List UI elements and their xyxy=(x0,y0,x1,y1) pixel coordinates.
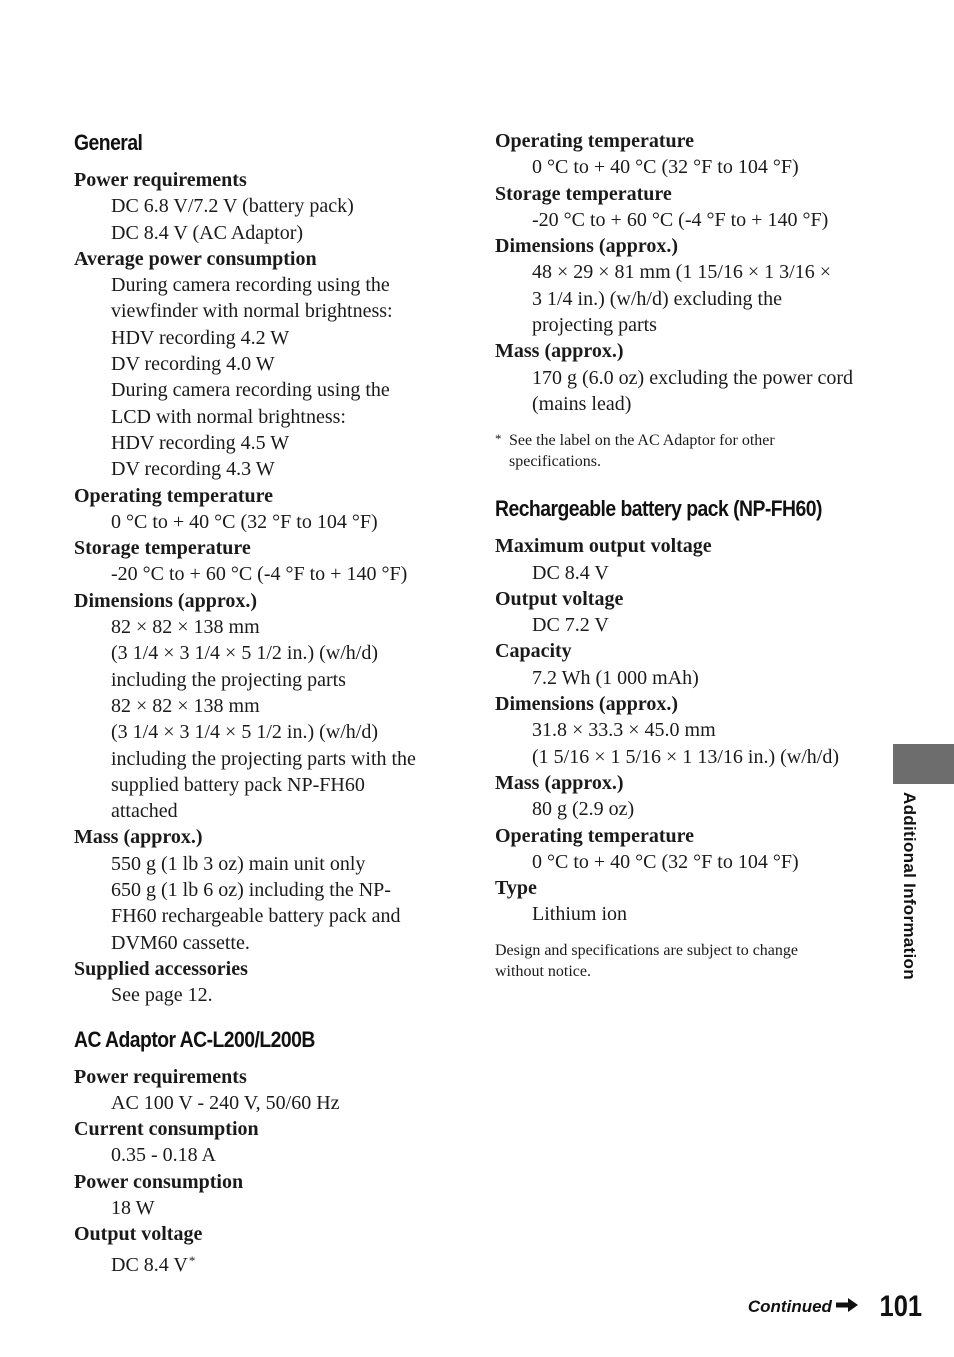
spec-value-text: DC 8.4 V (AC Adaptor) xyxy=(111,221,304,244)
spec-label: Output voltage xyxy=(74,1223,203,1246)
spec-value-text: supplied battery pack NP-FH60 xyxy=(111,773,365,796)
spec-value xyxy=(74,325,454,351)
spec-value xyxy=(74,430,454,456)
spec-value xyxy=(495,365,875,391)
spec-value-text: 0 °C to + 40 °C (32 °F to 104 °F) xyxy=(532,156,799,179)
spec-value-text: 170 g (6.0 oz) excluding the power cord xyxy=(532,366,854,389)
spec-value-text: 18 W xyxy=(111,1196,155,1219)
spec-value xyxy=(495,560,875,586)
spec-value xyxy=(74,746,454,772)
spec-value xyxy=(495,259,875,285)
spec-entry xyxy=(74,1064,454,1117)
spec-value xyxy=(495,849,875,875)
spec-entry xyxy=(74,1116,454,1169)
spec-entry xyxy=(495,770,875,823)
spec-label: Operating temperature xyxy=(74,484,274,507)
spec-value xyxy=(495,744,875,770)
spec-value xyxy=(495,391,875,417)
spec-value-text: 80 g (2.9 oz) xyxy=(532,798,635,821)
spec-value-text: 7.2 Wh (1 000 mAh) xyxy=(532,666,699,689)
spec-label: Power requirements xyxy=(74,1065,247,1088)
spec-value xyxy=(74,193,454,219)
spec-value xyxy=(74,351,454,377)
section-heading: General xyxy=(74,130,143,155)
spec-value xyxy=(74,561,454,587)
spec-value xyxy=(74,851,454,877)
spec-label: Power consumption xyxy=(74,1170,244,1193)
spec-value-text: LCD with normal brightness: xyxy=(111,405,346,428)
spec-value xyxy=(74,772,454,798)
spec-label: Average power consumption xyxy=(74,247,317,270)
spec-value-text: 31.8 × 33.3 × 45.0 mm xyxy=(532,719,716,742)
spec-label: Current consumption xyxy=(74,1118,259,1141)
spec-value-text: (3 1/4 × 3 1/4 × 5 1/2 in.) (w/h/d) xyxy=(111,721,378,744)
spec-value-text: 0.35 - 0.18 A xyxy=(111,1144,216,1167)
spec-value-text: 82 × 82 × 138 mm xyxy=(111,616,260,639)
spec-entry xyxy=(495,338,875,417)
spec-value xyxy=(74,509,454,535)
page-number: 101 xyxy=(879,1290,922,1323)
spec-value-text: including the projecting parts xyxy=(111,668,346,691)
spec-entry xyxy=(495,823,875,876)
spec-label: Mass (approx.) xyxy=(74,826,203,849)
spec-value-text: 650 g (1 lb 6 oz) including the NP- xyxy=(111,879,391,902)
spec-label: Output voltage xyxy=(495,587,624,610)
spec-label: Dimensions (approx.) xyxy=(495,693,678,716)
spec-value-text: DV recording 4.3 W xyxy=(111,458,275,481)
spec-value xyxy=(74,982,454,1008)
notice-line: Design and specifications are subject to change xyxy=(495,941,798,959)
spec-value xyxy=(74,456,454,482)
spec-value-text: HDV recording 4.5 W xyxy=(111,431,290,454)
spec-label: Power requirements xyxy=(74,169,247,191)
spec-value-text: 0 °C to + 40 °C (32 °F to 104 °F) xyxy=(111,510,378,533)
footnote-line: specifications. xyxy=(509,453,601,471)
spec-entry xyxy=(495,586,875,639)
spec-value-text: (1 5/16 × 1 5/16 × 1 13/16 in.) (w/h/d) xyxy=(532,745,839,768)
spec-entry xyxy=(74,956,454,1009)
continued-label: Continued xyxy=(747,1297,832,1316)
right-arrow-icon xyxy=(836,1298,858,1317)
spec-value-text: (3 1/4 × 3 1/4 × 5 1/2 in.) (w/h/d) xyxy=(111,642,378,665)
spec-entry xyxy=(495,691,875,770)
spec-value-text: including the projecting parts with the xyxy=(111,747,416,770)
spec-value xyxy=(495,154,875,180)
spec-label: Dimensions (approx.) xyxy=(74,589,257,612)
footnote-line: See the label on the AC Adaptor for other xyxy=(509,432,775,450)
spec-value-text: DC 7.2 V xyxy=(532,614,609,637)
spec-value xyxy=(74,377,454,403)
spec-value xyxy=(74,877,454,903)
spec-entry xyxy=(74,167,454,246)
spec-value xyxy=(495,286,875,312)
spec-value-text: 82 × 82 × 138 mm xyxy=(111,694,260,717)
spec-value xyxy=(74,1090,454,1116)
spec-value xyxy=(495,796,875,822)
spec-value-text: HDV recording 4.2 W xyxy=(111,326,290,349)
spec-entry xyxy=(74,535,454,588)
spec-value xyxy=(495,717,875,743)
section-heading: AC Adaptor AC-L200/L200B xyxy=(74,1026,315,1052)
notice-line: without notice. xyxy=(495,962,591,980)
spec-value xyxy=(495,612,875,638)
spec-value-text: DC 6.8 V/7.2 V (battery pack) xyxy=(111,195,354,218)
side-tab xyxy=(893,744,954,784)
spec-value-text: -20 °C to + 60 °C (-4 °F to + 140 °F) xyxy=(532,208,829,231)
spec-value-text: DC 8.4 V xyxy=(532,561,609,584)
page-footer xyxy=(748,1290,922,1324)
spec-section xyxy=(74,1025,454,1278)
footnote-mark: * xyxy=(495,431,502,447)
spec-value-text: DC 8.4 V xyxy=(111,1253,188,1276)
spec-label: Operating temperature xyxy=(495,130,695,152)
spec-value-text: Lithium ion xyxy=(532,903,627,926)
spec-value-text: (mains lead) xyxy=(532,392,632,415)
spec-value xyxy=(74,1142,454,1168)
spec-value xyxy=(74,220,454,246)
spec-label: Supplied accessories xyxy=(74,957,248,980)
battery-section xyxy=(495,494,875,927)
spec-value xyxy=(74,667,454,693)
spec-entry xyxy=(495,181,875,234)
spec-value xyxy=(74,693,454,719)
spec-value-text: viewfinder with normal brightness: xyxy=(111,300,393,323)
spec-value xyxy=(74,640,454,666)
spec-value-text: 3 1/4 in.) (w/h/d) excluding the xyxy=(532,287,782,310)
spec-value-text: During camera recording using the xyxy=(111,379,390,402)
right-column xyxy=(495,128,875,982)
spec-label: Capacity xyxy=(495,640,572,663)
spec-entry xyxy=(74,588,454,825)
spec-value xyxy=(495,665,875,691)
spec-section xyxy=(74,128,454,1009)
spec-entry xyxy=(495,638,875,691)
spec-value-text: 0 °C to + 40 °C (32 °F to 104 °F) xyxy=(532,850,799,873)
spec-value-text: FH60 rechargeable battery pack and xyxy=(111,905,401,928)
spec-entry xyxy=(74,1221,454,1278)
left-column xyxy=(74,128,454,1278)
spec-entry xyxy=(74,1169,454,1222)
spec-entry xyxy=(495,128,875,181)
spec-label: Maximum output voltage xyxy=(495,535,712,558)
spec-value xyxy=(74,930,454,956)
spec-value-text: -20 °C to + 60 °C (-4 °F to + 140 °F) xyxy=(111,563,408,586)
spec-value xyxy=(495,901,875,927)
spec-value xyxy=(74,719,454,745)
spec-label: Storage temperature xyxy=(74,537,251,560)
spec-label: Type xyxy=(495,877,537,900)
spec-value xyxy=(74,404,454,430)
spec-entry xyxy=(495,533,875,586)
spec-entry xyxy=(74,246,454,483)
spec-value xyxy=(495,312,875,338)
spec-value xyxy=(74,1195,454,1221)
spec-value xyxy=(74,903,454,929)
spec-value xyxy=(74,614,454,640)
spec-value-text: projecting parts xyxy=(532,314,657,337)
spec-value-text: AC 100 V - 240 V, 50/60 Hz xyxy=(111,1091,340,1114)
spec-entry xyxy=(74,824,454,955)
spec-label: Mass (approx.) xyxy=(495,771,624,794)
spec-label: Storage temperature xyxy=(495,182,672,205)
spec-value-text: DVM60 cassette. xyxy=(111,931,250,954)
section-heading: Rechargeable battery pack (NP-FH60) xyxy=(495,496,822,522)
footnote-mark: * xyxy=(188,1252,196,1268)
spec-value xyxy=(74,272,454,298)
spec-value-text: During camera recording using the xyxy=(111,274,390,297)
spec-label: Operating temperature xyxy=(495,824,695,847)
spec-label: Mass (approx.) xyxy=(495,340,624,363)
ac-adaptor-continued xyxy=(495,128,875,417)
spec-value-text: See page 12. xyxy=(111,984,213,1007)
spec-entry xyxy=(495,233,875,338)
spec-value-text: attached xyxy=(111,800,178,823)
footnote xyxy=(495,430,875,472)
spec-value-text: 48 × 29 × 81 mm (1 15/16 × 1 3/16 × xyxy=(532,261,832,284)
spec-entry xyxy=(495,875,875,928)
spec-value xyxy=(74,798,454,824)
design-notice xyxy=(495,940,865,982)
spec-value xyxy=(74,1248,454,1278)
side-tab-label: Additional Information xyxy=(900,792,919,980)
spec-value xyxy=(74,298,454,324)
spec-value-text: DV recording 4.0 W xyxy=(111,353,275,376)
spec-value-text: 550 g (1 lb 3 oz) main unit only xyxy=(111,852,366,875)
spec-value xyxy=(495,207,875,233)
spec-label: Dimensions (approx.) xyxy=(495,235,678,258)
spec-entry xyxy=(74,483,454,536)
